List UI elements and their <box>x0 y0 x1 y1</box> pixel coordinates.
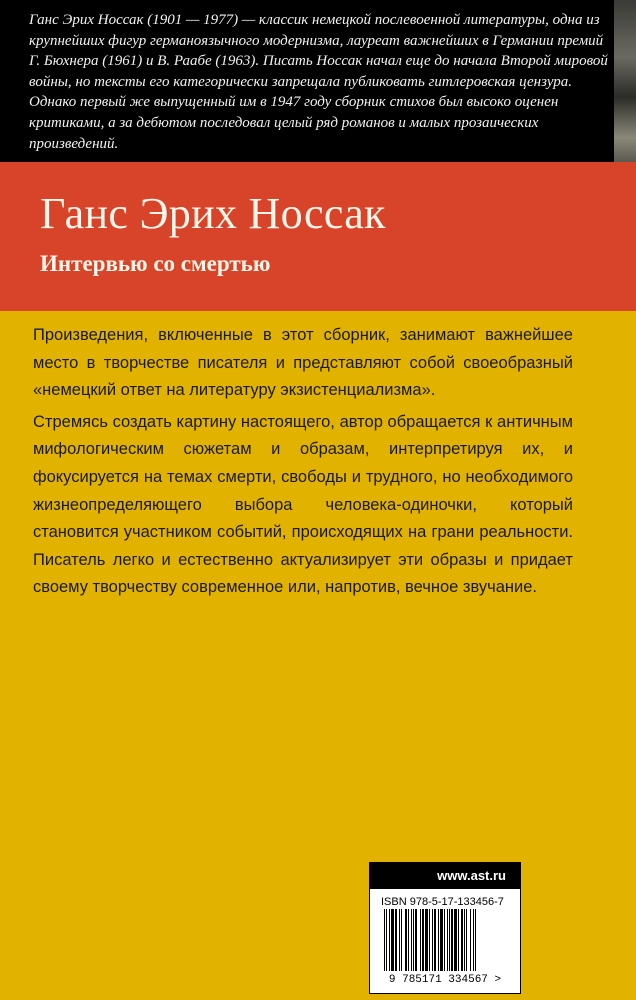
isbn-label: ISBN 978-5-17-133456-7 <box>381 896 504 908</box>
book-title: Интервью со смертью <box>40 251 271 276</box>
description-paragraph: Произведения, включенные в этот сборник, занимают важнейшее место в творчестве писателя и представляют собой своеобразный «немецкий ответ на литературу экзистенциализма». <box>33 326 573 400</box>
description-paragraph: Стремясь создать картину настоящего, автор обращается к античным мифологическим сюжетам и образам, интерпретируя их, и фокусируется на темах смерти, свободы и трудного, но необходимого жизнеопределяющего выбора человека-одиночки, который становится участником событий, происходящих на грани реальности. Писатель легко и естественно актуализирует эти образы и придает своему творчеству современное или, напротив, вечное звучание. <box>33 412 573 597</box>
author-bio-band <box>0 0 636 162</box>
book-description <box>33 322 573 606</box>
barcode-block <box>369 862 521 994</box>
barcode-icon <box>382 909 508 971</box>
barcode-digits: 9 785171 334567 > <box>388 974 502 986</box>
publisher-website: www.ast.ru <box>370 863 520 889</box>
author-photo-edge <box>614 0 636 162</box>
author-bio: Ганс Эрих Носсак (1901 — 1977) — классик немецкой послевоенной литературы, одна из крупнейших фигур германоязычного модернизма, лауреат важнейших в Германии премий Г. Бюхнера (1961) и В. Раабе (1963). Писать Носсак начал еще до начала Второй мировой войны, но тексты его категорически запрещала публиковать гитлеровская цензура. Однако первый же выпущенный им в 1947 году сборник стихов был высоко оценен критиками, а за дебютом последовал целый ряд романов и малых прозаических произведений. <box>29 12 608 152</box>
author-name: Ганс Эрих Носсак <box>40 189 386 238</box>
